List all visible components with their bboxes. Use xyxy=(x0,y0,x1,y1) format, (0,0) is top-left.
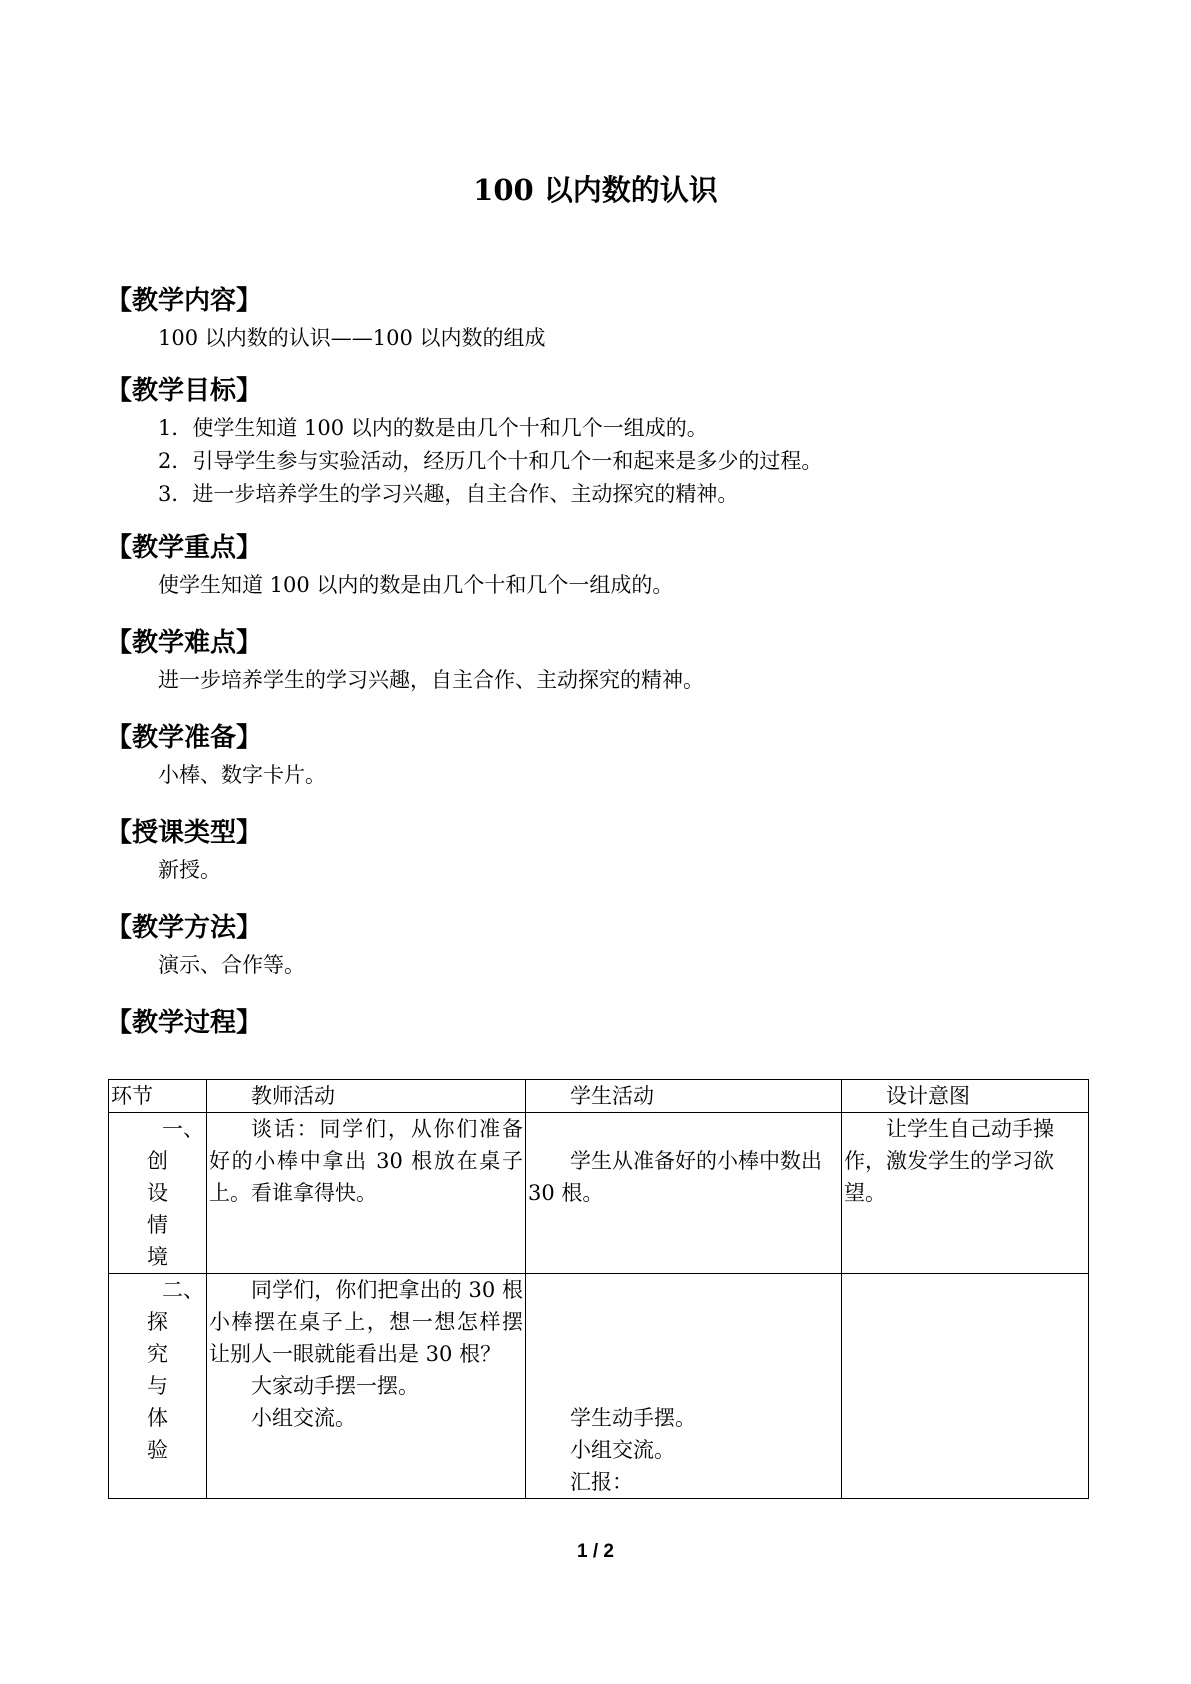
teacher-activity-cell xyxy=(207,1274,526,1499)
document-title: 100 以内数的认识 xyxy=(473,173,718,207)
student-activity-cell xyxy=(526,1274,842,1499)
design-intent-text: 让学生自己动手操作，激发学生的学习欲望。 xyxy=(844,1117,1054,1205)
teacher-activity-cell xyxy=(207,1113,526,1274)
header-intent: 设计意图 xyxy=(842,1080,1089,1113)
student-activity-text: 小组交流。 xyxy=(570,1438,675,1462)
page-number: 1 / 2 xyxy=(577,1541,614,1562)
teacher-activity-text: 谈话：同学们，从你们准备好的小棒中拿出 30 根放在桌子上。看谁拿得快。 xyxy=(209,1117,523,1205)
table-header-row xyxy=(109,1080,1089,1113)
stage-char: 情 xyxy=(147,1213,168,1237)
student-activity-text: 汇报： xyxy=(570,1470,633,1494)
design-intent-cell xyxy=(842,1113,1089,1274)
stage-char: 验 xyxy=(147,1438,168,1462)
section-heading-lesson-type: 【授课类型】 xyxy=(106,818,263,848)
stage-char: 创 xyxy=(147,1149,168,1173)
student-activity-text: 学生动手摆。 xyxy=(570,1406,696,1430)
stage-number: 二、 xyxy=(162,1278,204,1302)
content-text: 100 以内数的认识——100 以内数的组成 xyxy=(158,326,546,350)
objective-item-3: 3．进一步培养学生的学习兴趣，自主合作、主动探究的精神。 xyxy=(158,482,739,506)
method-text: 演示、合作等。 xyxy=(158,953,305,977)
section-heading-preparation: 【教学准备】 xyxy=(106,723,263,753)
student-activity-text: 学生从准备好的小棒中数出 30 根。 xyxy=(528,1149,822,1205)
section-heading-objectives: 【教学目标】 xyxy=(106,376,263,406)
section-heading-difficulty: 【教学难点】 xyxy=(106,628,263,658)
section-heading-method: 【教学方法】 xyxy=(106,913,263,943)
design-intent-cell xyxy=(842,1274,1089,1499)
teaching-process-table xyxy=(108,1079,1089,1499)
student-activity-cell xyxy=(526,1113,842,1274)
stage-number: 一、 xyxy=(162,1117,204,1141)
difficulty-text: 进一步培养学生的学习兴趣，自主合作、主动探究的精神。 xyxy=(158,668,704,692)
section-heading-process: 【教学过程】 xyxy=(106,1008,263,1038)
section-heading-key-point: 【教学重点】 xyxy=(106,533,263,563)
stage-char: 境 xyxy=(147,1245,168,1269)
stage-char: 究 xyxy=(147,1342,168,1366)
stage-cell xyxy=(109,1113,207,1274)
stage-char: 与 xyxy=(147,1374,168,1398)
stage-char: 设 xyxy=(147,1181,168,1205)
header-stage: 环节 xyxy=(109,1080,207,1113)
objective-item-1: 1．使学生知道 100 以内的数是由几个十和几个一组成的。 xyxy=(158,416,708,440)
header-student: 学生活动 xyxy=(526,1080,842,1113)
stage-cell xyxy=(109,1274,207,1499)
header-teacher: 教师活动 xyxy=(207,1080,526,1113)
teacher-activity-text: 大家动手摆一摆。 xyxy=(251,1374,419,1398)
preparation-text: 小棒、数字卡片。 xyxy=(158,763,326,787)
table-row xyxy=(109,1113,1089,1274)
stage-char: 体 xyxy=(147,1406,168,1430)
teacher-activity-text: 小组交流。 xyxy=(251,1406,356,1430)
stage-char: 探 xyxy=(147,1310,168,1334)
lesson-type-text: 新授。 xyxy=(158,858,221,882)
teacher-activity-text: 同学们，你们把拿出的 30 根小棒摆在桌子上，想一想怎样摆让别人一眼就能看出是 30 根？ xyxy=(209,1278,523,1366)
objective-item-2: 2．引导学生参与实验活动，经历几个十和几个一和起来是多少的过程。 xyxy=(158,449,823,473)
table-row xyxy=(109,1274,1089,1499)
section-heading-content: 【教学内容】 xyxy=(106,286,263,316)
key-point-text: 使学生知道 100 以内的数是由几个十和几个一组成的。 xyxy=(158,573,674,597)
